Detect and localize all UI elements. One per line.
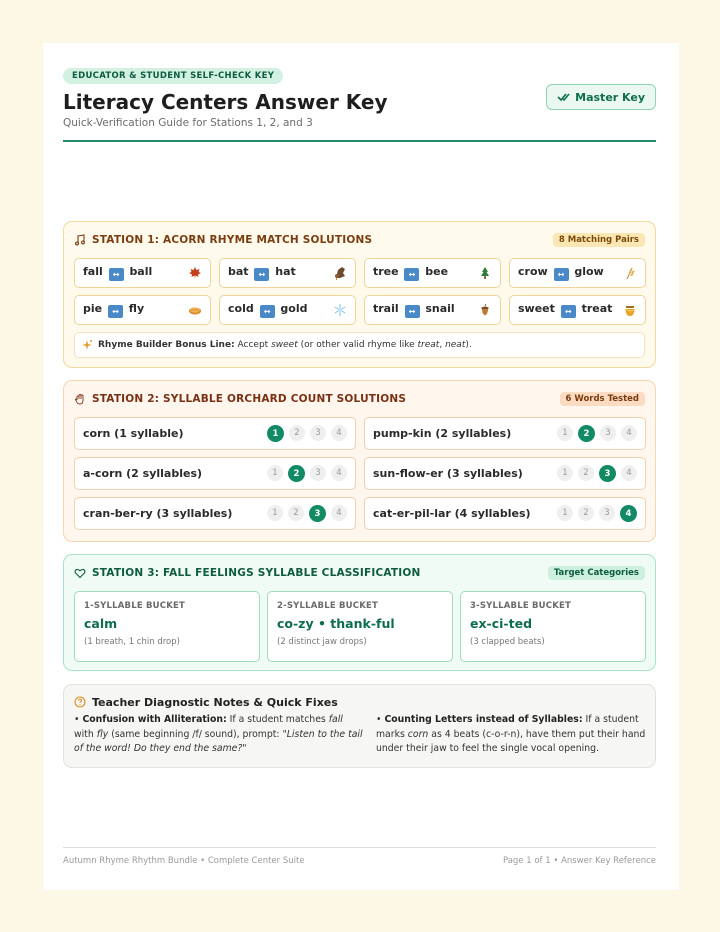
syllable-word: sun-flow-er (3 syllables) — [373, 467, 523, 480]
swap-arrow-icon: ↔ — [404, 268, 419, 281]
selected-count-dot: 3 — [309, 505, 326, 522]
snowflake-icon — [333, 303, 347, 317]
syllable-word: cat-er-pil-lar (4 syllables) — [373, 507, 531, 520]
syllable-row — [74, 417, 356, 450]
syllable-row — [364, 457, 646, 490]
syllable-row — [364, 417, 646, 450]
bucket-label: 1-SYLLABLE BUCKET — [84, 601, 186, 611]
count-dot: 4 — [331, 425, 347, 441]
bucket-note: (1 breath, 1 chin drop) — [84, 637, 180, 647]
page-title: Literacy Centers Answer Key — [63, 90, 388, 114]
syllable-grid — [74, 417, 645, 530]
count-dot: 1 — [557, 465, 573, 481]
note-alliteration: • Confusion with Alliteration: If a student matches fall with fly (same beginning /f/ sound), prompt: "Listen to the tail of the word! Do they end the same?" — [74, 714, 363, 754]
count-dot: 4 — [331, 465, 347, 481]
bucket-note: (3 clapped beats) — [470, 637, 545, 647]
syllable-count-options — [267, 425, 347, 442]
help-circle-icon — [74, 696, 86, 708]
selected-count-dot: 2 — [288, 465, 305, 482]
footer-bundle-name: Autumn Rhyme Rhythm Bundle • Complete Center Suite — [63, 856, 305, 866]
bucket-1-syllable — [74, 591, 260, 662]
count-dot: 1 — [267, 505, 283, 521]
count-dot: 1 — [557, 425, 573, 441]
page-subtitle: Quick-Verification Guide for Stations 1, 2, and 3 — [63, 117, 313, 129]
syllable-count-options — [557, 425, 637, 442]
bucket-label: 2-SYLLABLE BUCKET — [277, 601, 379, 611]
rhyme-pair: sweet ↔ treat — [509, 295, 646, 325]
heart-icon — [74, 567, 86, 579]
rhyme-pair: bat ↔ hat — [219, 258, 356, 288]
syllable-word: corn (1 syllable) — [83, 427, 184, 440]
bucket-grid — [74, 591, 645, 662]
bucket-words: ex-ci-ted — [470, 616, 533, 631]
syllable-word: cran-ber-ry (3 syllables) — [83, 507, 233, 520]
rhyme-pair: trail ↔ snail — [364, 295, 501, 325]
station-2-card — [63, 380, 656, 542]
selected-count-dot: 2 — [578, 425, 595, 442]
syllable-word: a-corn (2 syllables) — [83, 467, 203, 480]
count-dot: 4 — [331, 505, 347, 521]
station-3-card — [63, 554, 656, 671]
rhyme-pair: cold ↔ gold — [219, 295, 356, 325]
count-dot: 1 — [557, 505, 573, 521]
count-dot: 2 — [288, 505, 304, 521]
count-dot: 3 — [310, 465, 326, 481]
master-key-label: Master Key — [575, 90, 645, 104]
bucket-note: (2 distinct jaw drops) — [277, 637, 367, 647]
count-dot: 3 — [310, 425, 326, 441]
rhyme-pairs-grid — [74, 258, 645, 325]
rhyme-pair: pie ↔ fly — [74, 295, 211, 325]
station-2-title: STATION 2: SYLLABLE ORCHARD COUNT SOLUTIONS — [92, 393, 407, 405]
station-1-title: STATION 1: ACORN RHYME MATCH SOLUTIONS — [92, 234, 373, 246]
rhyme-pair: crow ↔ glow — [509, 258, 646, 288]
header-divider — [63, 140, 656, 142]
swap-arrow-icon: ↔ — [109, 268, 124, 281]
notes-title: Teacher Diagnostic Notes & Quick Fixes — [92, 695, 338, 709]
syllable-row — [364, 497, 646, 530]
sparkle-icon — [81, 339, 93, 351]
answer-key-page — [43, 43, 679, 890]
syllable-row — [74, 497, 356, 530]
swap-arrow-icon: ↔ — [561, 305, 576, 318]
selected-count-dot: 4 — [620, 505, 637, 522]
swap-arrow-icon: ↔ — [254, 268, 269, 281]
acorn-icon — [478, 303, 492, 317]
selected-count-dot: 3 — [599, 465, 616, 482]
rhyme-bonus-line: Rhyme Builder Bonus Line: Accept sweet (or other valid rhyme like treat, neat). — [74, 332, 645, 358]
station-1-card — [63, 221, 656, 368]
pie-icon — [188, 303, 202, 317]
count-dot: 1 — [267, 465, 283, 481]
count-dot: 2 — [289, 425, 305, 441]
syllable-count-options — [267, 465, 347, 482]
teacher-notes-card — [63, 684, 656, 768]
rhyme-pair: fall ↔ ball — [74, 258, 211, 288]
count-dot: 4 — [621, 465, 637, 481]
count-dot: 3 — [599, 505, 615, 521]
swap-arrow-icon: ↔ — [554, 268, 569, 281]
master-key-button[interactable] — [546, 84, 656, 110]
station-3-title: STATION 3: FALL FEELINGS SYLLABLE CLASSIFICATION — [92, 567, 421, 579]
syllable-word: pump-kin (2 syllables) — [373, 427, 512, 440]
syllable-count-options — [557, 505, 637, 522]
bucket-words: co-zy • thank-ful — [277, 616, 395, 631]
count-dot: 3 — [600, 425, 616, 441]
wheat-icon — [623, 266, 637, 280]
maple-leaf-icon — [188, 266, 202, 280]
swap-arrow-icon: ↔ — [108, 305, 123, 318]
footer-page-info: Page 1 of 1 • Answer Key Reference — [502, 856, 656, 866]
count-dot: 2 — [578, 505, 594, 521]
evergreen-tree-icon — [478, 266, 492, 280]
bucket-label: 3-SYLLABLE BUCKET — [470, 601, 572, 611]
station-2-pill: 6 Words Tested — [560, 392, 646, 406]
bucket-2-syllable — [267, 591, 453, 662]
swap-arrow-icon: ↔ — [405, 305, 420, 318]
honey-pot-icon — [623, 303, 637, 317]
count-dot: 4 — [621, 425, 637, 441]
swap-arrow-icon: ↔ — [260, 305, 275, 318]
rhyme-pair: tree ↔ bee — [364, 258, 501, 288]
selected-count-dot: 1 — [267, 425, 284, 442]
music-note-icon — [74, 234, 86, 246]
station-3-pill: Target Categories — [548, 566, 645, 580]
syllable-count-options — [557, 465, 637, 482]
hand-clap-icon — [74, 393, 86, 405]
header-badge: EDUCATOR & STUDENT SELF-CHECK KEY — [63, 68, 283, 84]
station-1-pill: 8 Matching Pairs — [553, 233, 645, 247]
double-check-icon — [557, 92, 570, 102]
footer-divider — [63, 847, 656, 848]
bucket-words: calm — [84, 616, 118, 631]
count-dot: 2 — [578, 465, 594, 481]
note-counting-letters: • Counting Letters instead of Syllables: If a student marks corn as 4 beats (c-o-r-n), have them put their hand under their jaw to feel the single vocal opening. — [376, 714, 646, 754]
syllable-count-options — [267, 505, 347, 522]
turkey-icon — [333, 266, 347, 280]
syllable-row — [74, 457, 356, 490]
bucket-3-syllable — [460, 591, 646, 662]
